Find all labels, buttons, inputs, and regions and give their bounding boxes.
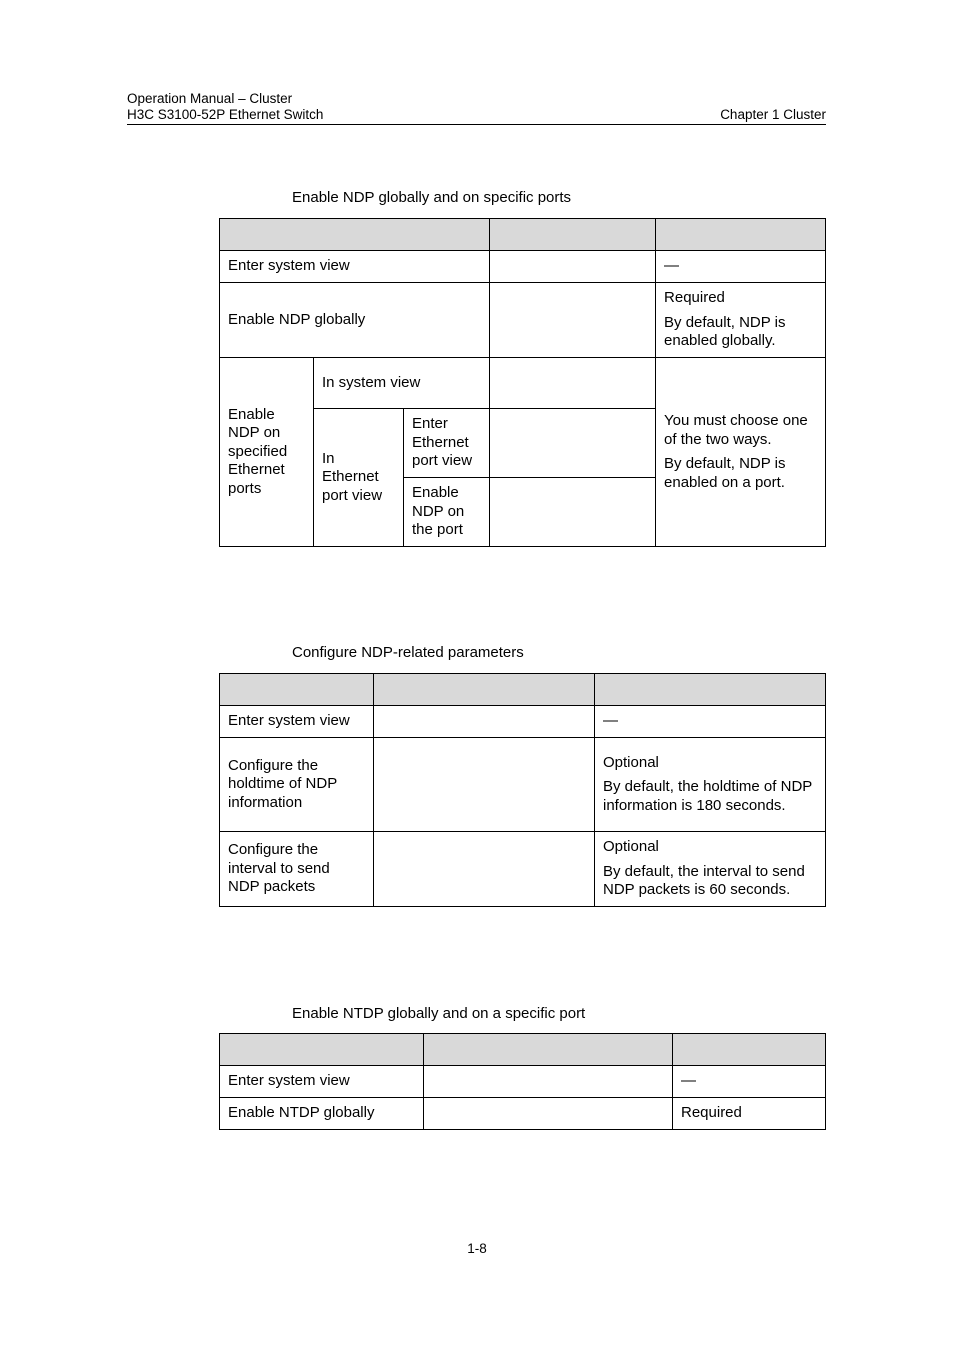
table2 — [219, 673, 826, 907]
cell-operation: Enable NDP globally — [220, 283, 490, 358]
cell-operation: Enable NDP on specified Ethernet ports — [220, 358, 314, 547]
table1-header-cell — [220, 219, 490, 251]
table-row — [220, 1098, 826, 1130]
cell-description: — — [673, 1066, 826, 1098]
chapter-title: Chapter 1 Cluster — [720, 107, 826, 122]
cell-command — [490, 358, 656, 409]
product-name: H3C S3100-52P Ethernet Switch — [127, 107, 324, 122]
cell-description — [595, 832, 826, 907]
table1 — [219, 218, 826, 547]
cell-description — [656, 358, 826, 547]
cell-command — [490, 478, 656, 547]
table2-header-cell — [374, 674, 595, 706]
header-rule — [127, 124, 826, 125]
cell-command — [374, 706, 595, 738]
desc-default: By default, NDP is enabled globally. — [664, 313, 786, 350]
cell-description — [595, 738, 826, 832]
table2-header-row — [220, 674, 826, 706]
cell-operation: Enable NTDP globally — [220, 1098, 424, 1130]
table1-header-cell — [490, 219, 656, 251]
table1-caption: Enable NDP globally and on specific ports — [292, 189, 572, 206]
cell-operation: Enter system view — [220, 706, 374, 738]
desc-default: By default, NDP is enabled on a port. — [664, 455, 786, 491]
cell-operation: Enter system view — [220, 251, 490, 283]
desc-default: By default, the holdtime of NDP information is 180 seconds. — [603, 778, 813, 814]
cell-description: — — [595, 706, 826, 738]
table3-header-cell — [673, 1034, 826, 1066]
table2-header-cell — [595, 674, 826, 706]
running-header-left — [127, 91, 323, 123]
cell-operation: Configure the interval to send NDP packets — [220, 832, 374, 907]
table-row — [220, 358, 826, 409]
cell-step: Enter Ethernet port view — [404, 409, 490, 478]
page-number: 1-8 — [467, 1241, 487, 1256]
doc-title: Operation Manual – Cluster — [127, 91, 293, 106]
table-row — [220, 283, 826, 358]
table3-header-row — [220, 1034, 826, 1066]
table3-header-cell — [220, 1034, 424, 1066]
cell-suboperation: In system view — [314, 358, 490, 409]
cell-command — [424, 1066, 673, 1098]
cell-command — [374, 738, 595, 832]
table-row — [220, 1066, 826, 1098]
desc-default: By default, the interval to send NDP packets is 60 seconds. — [603, 862, 805, 899]
table-row — [220, 738, 826, 832]
cell-command — [490, 251, 656, 283]
table-row — [220, 832, 826, 907]
cell-operation: Configure the holdtime of NDP information — [220, 738, 374, 832]
table-row — [220, 706, 826, 738]
desc-optional: Optional — [603, 838, 659, 856]
table1-header-row — [220, 219, 826, 251]
table-row — [220, 251, 826, 283]
table3-header-cell — [424, 1034, 673, 1066]
cell-description — [656, 283, 826, 358]
desc-required: Required — [664, 289, 725, 307]
cell-operation: Enter system view — [220, 1066, 424, 1098]
cell-suboperation: In Ethernet port view — [314, 409, 404, 547]
desc-choose: You must choose one of the two ways. — [664, 412, 808, 448]
desc-optional: Optional — [603, 753, 659, 771]
cell-command — [490, 283, 656, 358]
cell-command — [490, 409, 656, 478]
cell-command — [424, 1098, 673, 1130]
cell-command — [374, 832, 595, 907]
cell-description: — — [656, 251, 826, 283]
table1-header-cell — [656, 219, 826, 251]
cell-description: Required — [673, 1098, 826, 1130]
table3 — [219, 1033, 826, 1130]
table2-header-cell — [220, 674, 374, 706]
cell-step: Enable NDP on the port — [404, 478, 490, 547]
table2-caption: Configure NDP-related parameters — [292, 644, 524, 661]
table3-caption: Enable NTDP globally and on a specific port — [292, 1005, 586, 1022]
